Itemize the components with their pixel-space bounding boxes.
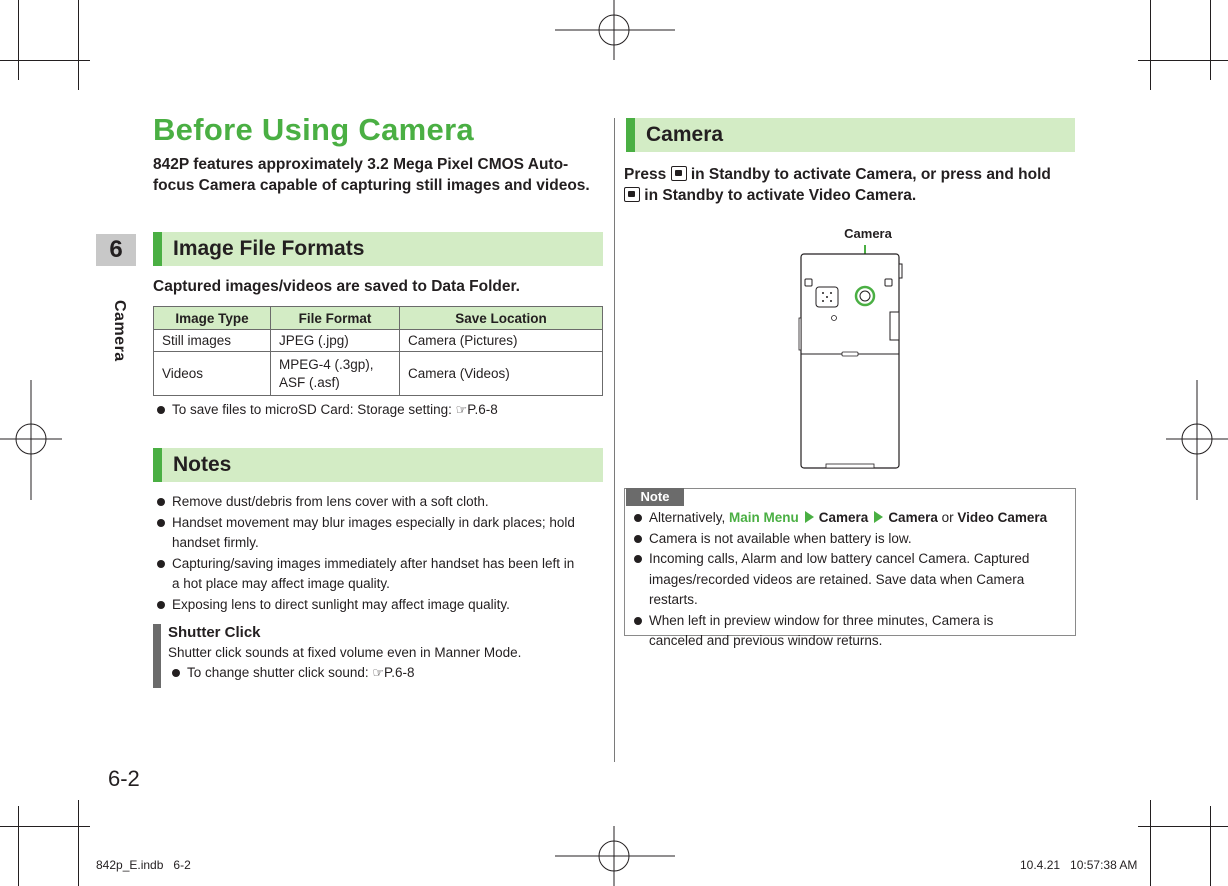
- camera-callout-label: Camera: [844, 226, 892, 241]
- table-row: [154, 352, 603, 396]
- page-number: 6-2: [108, 766, 140, 791]
- shutter-sidebar: [153, 624, 161, 688]
- shutter-click-box: [168, 623, 598, 684]
- table-header-row: [154, 307, 603, 330]
- camera-key-icon: [671, 166, 687, 181]
- press-text-2: in Standby to activate Camera, or press and hold: [686, 166, 1051, 183]
- chapter-number: 6: [109, 236, 123, 263]
- page-ref-link[interactable]: P.6-8: [384, 665, 415, 680]
- table-header: Save Location: [400, 307, 603, 330]
- registration-mark-top: [555, 0, 675, 60]
- note-list: [632, 508, 1072, 652]
- notes-list: [155, 492, 585, 615]
- camera-menu-label: Camera: [818, 510, 869, 525]
- crop-mark: [1150, 800, 1151, 886]
- shutter-body: Shutter click sounds at fixed volume even in Manner Mode.: [168, 645, 522, 660]
- list-item: Camera is not available when battery is low.: [632, 529, 1072, 550]
- crop-mark: [78, 800, 79, 886]
- crop-mark: [0, 826, 90, 827]
- file-slug: 842p_E.indb 6-2: [96, 858, 191, 872]
- note-text: Alternatively,: [649, 510, 730, 525]
- section-heading-image-file-formats: Image File Formats: [153, 232, 603, 266]
- registration-mark-bottom: [555, 826, 675, 886]
- crop-mark: [1138, 60, 1228, 61]
- intro-text: 842P features approximately 3.2 Mega Pixel CMOS Auto-focus Camera capable of capturing still images and videos.: [153, 156, 590, 194]
- formats-lead: Captured images/videos are saved to Data Folder.: [153, 278, 520, 295]
- formats-note-text: To save files to microSD Card: Storage setting:: [172, 402, 456, 417]
- section-heading-camera: Camera: [626, 118, 1075, 152]
- shutter-list: [170, 663, 598, 684]
- note-tag: Note: [626, 488, 684, 506]
- press-instructions: [624, 164, 1074, 206]
- list-item: Remove dust/debris from lens cover with a soft cloth.: [155, 492, 585, 513]
- table-header: File Format: [271, 307, 400, 330]
- pointing-hand-icon: ☞: [372, 665, 385, 680]
- section-heading-notes: Notes: [153, 448, 603, 482]
- list-item: Exposing lens to direct sunlight may affect image quality.: [155, 595, 585, 616]
- press-text-1: Press: [624, 166, 671, 183]
- chapter-label: Camera: [111, 300, 128, 362]
- crop-mark: [0, 60, 90, 61]
- table-cell: MPEG-4 (.3gp), ASF (.asf): [271, 352, 400, 396]
- list-item: [170, 663, 598, 684]
- crop-mark: [78, 0, 79, 90]
- crop-mark: [1150, 0, 1151, 90]
- table-cell: Videos: [154, 352, 271, 396]
- arrow-right-icon: [874, 511, 883, 523]
- formats-note-list: [155, 400, 605, 421]
- crop-mark: [1210, 0, 1211, 80]
- crop-mark: [18, 806, 19, 886]
- handset-diagram: [796, 242, 906, 474]
- list-item: Handset movement may blur images especially in dark places; hold handset firmly.: [155, 513, 585, 554]
- table-header: Image Type: [154, 307, 271, 330]
- arrow-right-icon: [805, 511, 814, 523]
- video-camera-label: Video Camera: [957, 510, 1048, 525]
- pointing-hand-icon: ☞: [455, 402, 468, 417]
- crop-mark: [1210, 806, 1211, 886]
- registration-mark-left: [0, 380, 62, 500]
- table-row: [154, 330, 603, 352]
- registration-mark-right: [1166, 380, 1228, 500]
- shutter-title: Shutter Click: [168, 624, 261, 641]
- note-text: or: [937, 510, 958, 525]
- camera-menu-label-2: Camera: [888, 510, 938, 525]
- column-divider: [614, 118, 615, 762]
- camera-key-icon: [624, 187, 640, 202]
- list-item: [155, 400, 605, 421]
- crop-mark: [18, 0, 19, 80]
- page-title: Before Using Camera: [153, 112, 474, 147]
- list-item: When left in preview window for three minutes, Camera is canceled and previous window returns.: [632, 611, 1072, 652]
- table-cell: Camera (Pictures): [400, 330, 603, 352]
- timestamp-slug: 10.4.21 10:57:38 AM: [1020, 858, 1138, 872]
- list-item: [632, 508, 1072, 529]
- press-text-3: in Standby to activate Video Camera.: [640, 187, 917, 204]
- formats-table: [153, 306, 603, 396]
- list-item: Capturing/saving images immediately after handset has been left in a hot place may affect image quality.: [155, 554, 585, 595]
- table-cell: Still images: [154, 330, 271, 352]
- shutter-bullet-text: To change shutter click sound:: [187, 665, 373, 680]
- list-item: Incoming calls, Alarm and low battery cancel Camera. Captured images/recorded videos are retained. Save data when Camera restarts.: [632, 549, 1072, 611]
- table-cell: JPEG (.jpg): [271, 330, 400, 352]
- page-ref-link[interactable]: P.6-8: [467, 402, 498, 417]
- main-menu-label: Main Menu: [729, 510, 799, 525]
- crop-mark: [1138, 826, 1228, 827]
- table-cell: Camera (Videos): [400, 352, 603, 396]
